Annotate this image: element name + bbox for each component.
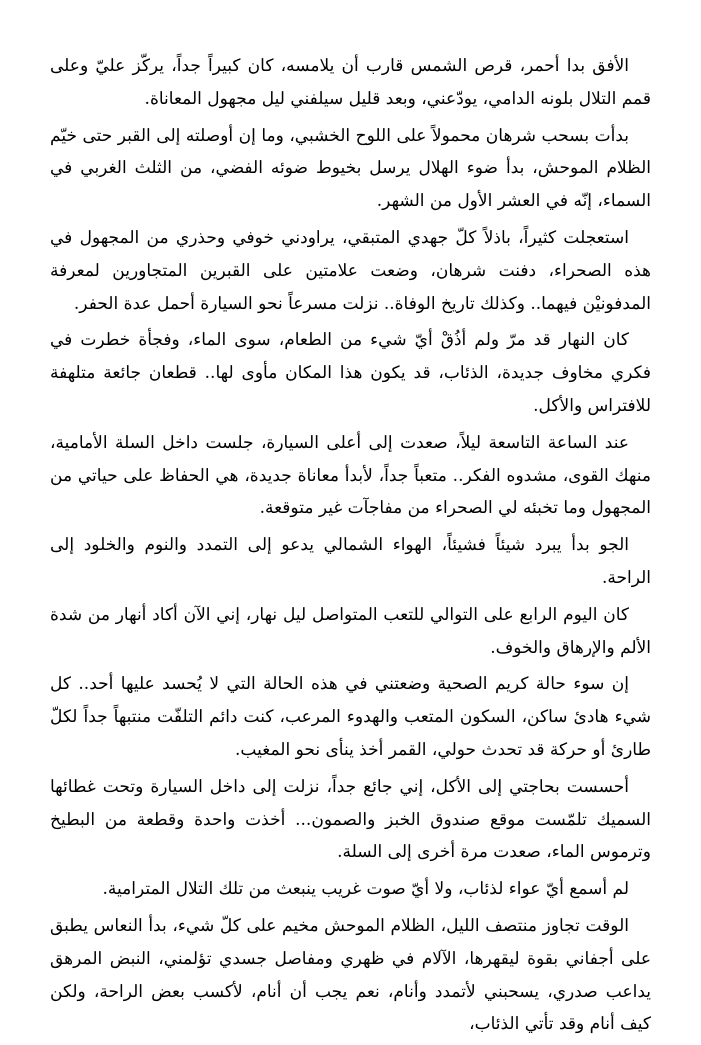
paragraph-3: استعجلت كثيراً، باذلاً كلّ جهدي المتبقي، يراودني خوفي وحذري من المجهول في هذه الصحراء، دفنت شرهان، وضعت علامتين على القبرين المتجاورين لمعرفة المدفونيْن فيهما.. وكذلك تاريخ الوفاة.. نزلت مسرعاً نحو السيارة أحمل عدة الحفر. bbox=[50, 227, 651, 314]
paragraph-4: كان النهار قد مرّ ولم أذُقْ أيّ شيء من الطعام، سوى الماء، وفجأة خطرت في فكري مخاوف جديدة، الذئاب، قد يكون هذا المكان مأوى لها.. قطعان جائعة متلهفة للافتراس والأكل. bbox=[50, 330, 651, 416]
paragraph-5: عند الساعة التاسعة ليلاً، صعدت إلى أعلى السيارة، جلست داخل السلة الأمامية، منهك القوى، مشدوه الفكر.. متعباً جداً، لأبدأ معاناة جديدة، هي الحفاظ على حياتي من المجهول وما تخبئه لي الصحراء من مفاجآت غير متوقعة. bbox=[50, 432, 651, 519]
paragraph-11: الوقت تجاوز منتصف الليل، الظلام الموحش مخيم على كلّ شيء، بدأ النعاس يطبق على أجفاني بقوة ليقهرها، الآلام في ظهري ومفاصل جسدي تؤلمني، النبض المرهق يداعب صدري، يسحبني لأتمدد وأنام، نعم يجب أن أنام، لأكسب بعض الراحة، ولكن كيف أنام وقد تأتي الذئاب، bbox=[50, 915, 651, 1035]
paragraph-7: كان اليوم الرابع على التوالي للتعب المتواصل ليل نهار، إني الآن أكاد أنهار من شدة الألم والإرهاق والخوف. bbox=[50, 604, 651, 658]
paragraph-8: إن سوء حالة كريم الصحية وضعتني في هذه الحالة التي لا يُحسد عليها أحد.. كل شيء هادئ ساكن، السكون المتعب والهدوء المرعب، كنت دائم التلفّت منتبهاً جداً لكلّ طارئ أو حركة قد تحدث حولي، القمر أخذ ينأى نحو المغيب. bbox=[50, 674, 651, 760]
document-page bbox=[50, 50, 651, 1045]
paragraph-6: الجو بدأ يبرد شيئاً فشيئاً، الهواء الشمالي يدعو إلى التمدد والنوم والخلود إلى الراحة. bbox=[50, 535, 651, 588]
paragraph-2: بدأت بسحب شرهان محمولاً على اللوح الخشبي، وما إن أوصلته إلى القبر حتى خيّم الظلام الموحش، بدأ ضوء الهلال يرسل بخيوط ضوئه الفضي، من الثلث الغربي في السماء، إنّه في العشر الأول من الشهر. bbox=[50, 125, 651, 212]
paragraph-9: أحسست بحاجتي إلى الأكل، إني جائع جداً، نزلت إلى داخل السيارة وتحت غطائها السميك تلمّست موقع صندوق الخبز والصمون... أخذت واحدة وقطعة من البطيخ وترموس الماء، صعدت مرة أخرى إلى السلة. bbox=[50, 776, 651, 863]
paragraph-1: الأفق بدا أحمر، قرص الشمس قارب أن يلامسه، كان كبيراً جداً، يركّز عليّ وعلى قمم التلال بلونه الدامي، يودّعني، وبعد قليل سيلفني ليل مجهول المعاناة. bbox=[50, 56, 651, 109]
paragraph-10: لم أسمع أيّ عواء لذئاب، ولا أيّ صوت غريب ينبعث من تلك التلال المترامية. bbox=[102, 879, 629, 900]
